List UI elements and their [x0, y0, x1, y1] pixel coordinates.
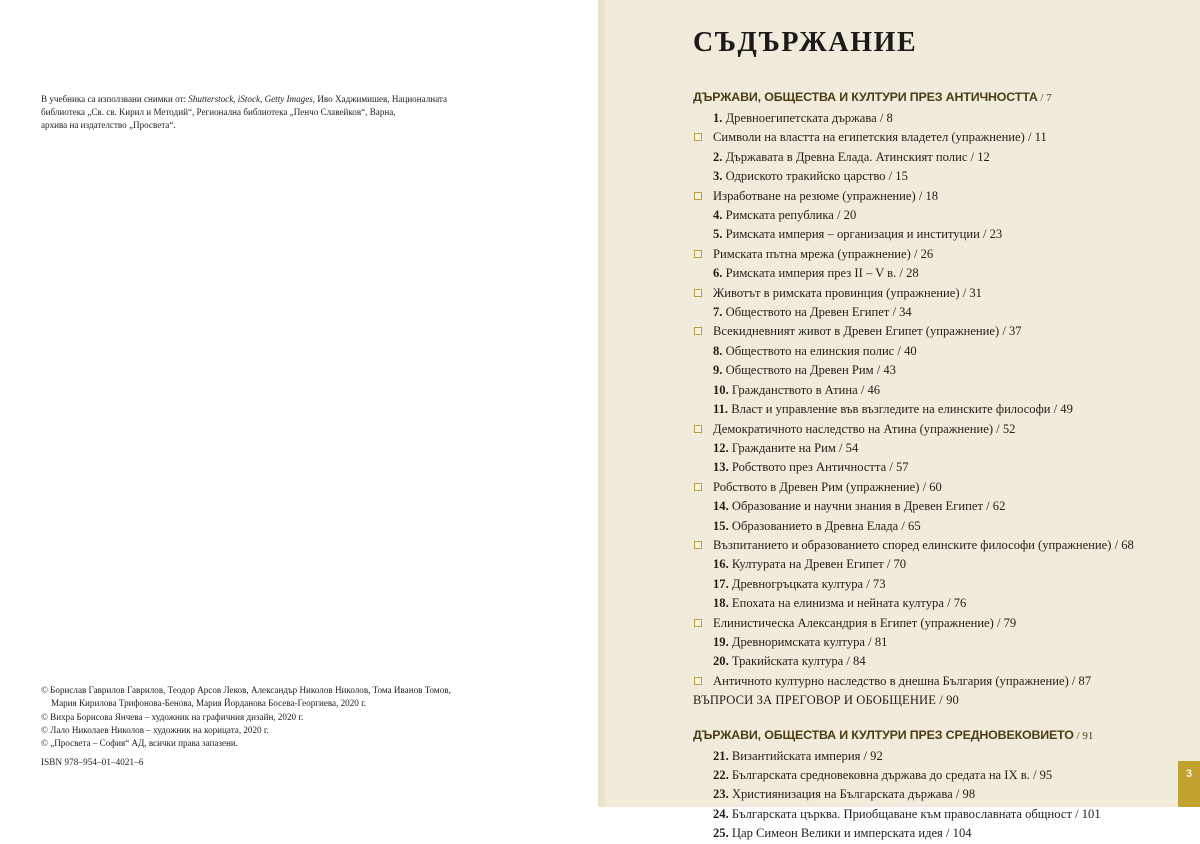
toc-entry-label: Държавата в Древна Елада. Атинският полис	[725, 149, 968, 164]
toc-entry-label: Българската църква. Приобщаване към православната общност	[731, 806, 1072, 821]
left-page	[0, 0, 598, 807]
toc-entry-label: Античното културно наследство в днешна България (упражнение)	[713, 673, 1069, 688]
toc-entry-page: / 49	[1050, 402, 1073, 417]
checkbox-icon	[694, 133, 702, 141]
toc-entry-number: 10.	[713, 382, 732, 397]
toc-entry-page: / 11	[1024, 130, 1047, 145]
toc-entry-number: 6.	[713, 266, 726, 281]
toc-entry-exercise[interactable]	[693, 478, 1182, 497]
toc-entry-number: 22.	[713, 768, 732, 782]
copyright-block	[41, 684, 511, 750]
toc-entry-label: Културата на Древен Египет	[731, 557, 884, 572]
toc-entry-lesson[interactable]	[693, 555, 1182, 574]
toc-entry-page: / 37	[999, 324, 1022, 339]
toc-entry-lesson[interactable]	[693, 633, 1182, 652]
toc-entry-page: / 54	[835, 440, 859, 455]
toc-entry-page: / 104	[942, 826, 972, 841]
toc-entry-lesson[interactable]	[693, 766, 1182, 785]
photo-credits-line-1	[41, 93, 511, 106]
toc-entry-number: 9.	[713, 363, 726, 378]
toc-entry-lesson[interactable]	[693, 109, 1182, 128]
toc-entry-lesson[interactable]	[693, 225, 1182, 244]
toc-entry-number: 17.	[713, 576, 732, 591]
toc-entry-page: / 12	[967, 149, 990, 164]
toc-entry-label: Обществото на Древен Египет	[725, 305, 890, 320]
toc-entry-number: 3.	[713, 169, 726, 184]
toc-entry-label: Обществото на елинския полис	[725, 343, 895, 358]
toc-section-heading-label: ДЪРЖАВИ, ОБЩЕСТВА И КУЛТУРИ ПРЕЗ АНТИЧНОСТТА	[693, 90, 1038, 104]
toc-entry-number: 20.	[713, 654, 732, 669]
copyright-designer-line: © Вихра Борисова Янчева – художник на графичния дизайн, 2020 г.	[41, 711, 304, 722]
checkbox-icon	[694, 425, 702, 433]
checkbox-icon	[694, 289, 702, 297]
toc-entry-number: 1.	[713, 111, 726, 125]
toc-entry-label: Робството в Древен Рим (упражнение)	[713, 479, 920, 494]
toc-entry-page: / 87	[1068, 673, 1092, 688]
toc-section-heading[interactable]	[693, 90, 1182, 104]
toc-entry-number: 25.	[713, 826, 732, 841]
photo-credits-line1-tail: , Иво Хаджимишев, Националната	[312, 94, 448, 104]
toc-entry-label: Древногръцката култура	[731, 576, 864, 591]
toc-entry-label: Римската империя през II – V в.	[725, 266, 897, 281]
toc-entry-page: / 46	[857, 382, 881, 397]
toc-entry-label: Възпитанието и образованието според елинските философи (упражнение)	[713, 537, 1112, 552]
toc-entry-lesson[interactable]	[693, 342, 1182, 361]
toc-entry-label: Животът в римската провинция (упражнение)	[713, 285, 960, 300]
copyright-authors-line: © Борислав Гаврилов Гаврилов, Теодор Арсов Леков, Александър Николов Николов, Тома Иванов Томов,	[41, 685, 451, 695]
toc-entry-page: / 81	[865, 634, 888, 649]
checkbox-icon	[694, 541, 702, 549]
toc-entry-exercise[interactable]	[693, 245, 1182, 264]
toc-entry-label: Обществото на Древен Рим	[725, 363, 874, 378]
toc-entry-number: 21.	[713, 748, 732, 763]
toc-entry-lesson[interactable]	[693, 206, 1182, 225]
toc-entry-number: 14.	[713, 499, 732, 514]
toc-entry-page: / 76	[943, 596, 967, 611]
toc-entry-number: 5.	[713, 227, 726, 242]
toc-entry-lesson[interactable]	[693, 805, 1182, 824]
toc-entry-lesson[interactable]	[693, 497, 1182, 516]
checkbox-icon	[694, 250, 702, 258]
toc-entry-page: / 20	[833, 208, 857, 223]
toc-entry-number: 24.	[713, 806, 732, 821]
toc-entry-label: Древноримската култура	[731, 634, 866, 649]
toc-entry-label: Символи на властта на египетския владетел (упражнение)	[713, 130, 1025, 145]
toc-entry-lesson[interactable]	[693, 747, 1182, 766]
toc-entry-lesson[interactable]	[693, 148, 1182, 167]
toc-entry-page: / 52	[993, 421, 1016, 436]
toc-entry-exercise[interactable]	[693, 536, 1182, 555]
toc-entry-label: Всекидневният живот в Древен Египет (упражнение)	[713, 324, 1000, 339]
toc-entry-page: / 65	[898, 518, 921, 533]
toc-entry-page: / 70	[883, 557, 907, 572]
toc-entry-lesson[interactable]	[693, 361, 1182, 380]
toc-entry-label: Власт и управление във възгледите на елинските философи	[731, 402, 1051, 417]
toc-entry-number: 23.	[713, 787, 732, 802]
page-number: 3	[1185, 768, 1193, 780]
toc-entry-page: / 18	[915, 188, 939, 203]
copyright-cover-artist-line: © Лало Николаев Николов – художник на корицата, 2020 г.	[41, 724, 269, 735]
toc-entry-number: 7.	[713, 305, 726, 320]
toc-entry-page: / 57	[886, 460, 909, 475]
toc-entry-label: ВЪПРОСИ ЗА ПРЕГОВОР И ОБОБЩЕНИЕ	[693, 693, 937, 708]
toc-entry-lesson[interactable]	[693, 381, 1182, 400]
toc-entry-exercise[interactable]	[693, 322, 1182, 341]
toc-entry-number: 2.	[713, 149, 726, 164]
checkbox-icon	[694, 619, 702, 627]
photo-credits-line-3: архива на издателство „Просвета“.	[41, 120, 176, 131]
toc-entry-page: / 84	[843, 654, 866, 669]
toc-entry-lesson[interactable]	[693, 785, 1182, 804]
copyright-authors-line-cont: Мария Кирилова Трифонова-Бенова, Мария Йорданова Босева-Георгиева, 2020 г.	[51, 698, 367, 709]
toc-entry-plain[interactable]	[693, 691, 1182, 710]
toc-entry-lesson[interactable]	[693, 167, 1182, 186]
toc-entry-label: Християнизация на Българската държава	[731, 787, 953, 802]
toc-entry-page: / 68	[1111, 537, 1134, 552]
toc-entry-label: Одриското тракийско царство	[725, 169, 886, 184]
toc-entry-lesson[interactable]	[693, 594, 1182, 613]
toc-entry-label: Образованието в Древна Елада	[731, 518, 899, 533]
toc-entry-exercise[interactable]	[693, 420, 1182, 439]
checkbox-icon	[694, 327, 702, 335]
toc-entry-lesson[interactable]	[693, 264, 1182, 283]
toc-entry-lesson[interactable]	[693, 439, 1182, 458]
photo-credits-block	[41, 93, 511, 133]
checkbox-icon	[694, 483, 702, 491]
isbn: ISBN 978–954–01–4021–6	[41, 757, 144, 767]
toc-entry-label: Образование и научни знания в Древен Египет	[731, 499, 983, 514]
toc-entry-number: 4.	[713, 208, 726, 223]
toc-entry-number: 11.	[713, 402, 732, 417]
photo-credits-line-2: библиотека „Св. св. Кирил и Методий“, Регионална библиотека „Пенчо Славейков“, Варна,	[41, 107, 396, 118]
toc-entry-page: / 79	[993, 615, 1017, 630]
toc-section-heading-page: / 91	[1073, 729, 1094, 742]
right-page	[605, 0, 1200, 841]
toc-entry-page: / 73	[863, 576, 886, 591]
toc-entry-page: / 8	[876, 111, 893, 125]
toc-entry-label: Цар Симеон Велики и имперската идея	[731, 826, 943, 841]
toc-entry-label: Демократичното наследство на Атина (упражнение)	[713, 421, 994, 436]
toc-entry-label: Робството през Античността	[731, 460, 887, 475]
toc-entry-page: / 43	[873, 363, 896, 378]
photo-credits-intro: В учебника са използвани снимки от:	[41, 94, 189, 104]
toc-entry-page: / 34	[889, 305, 912, 320]
toc-entry-label: Римската република	[725, 208, 834, 223]
toc-entry-label: Древноегипетската държава	[725, 111, 877, 125]
toc-entry-lesson[interactable]	[693, 400, 1182, 419]
toc-section-heading-page: / 7	[1037, 92, 1052, 104]
toc-entry-lesson[interactable]	[693, 575, 1182, 594]
toc-entry-exercise[interactable]	[693, 187, 1182, 206]
toc-entry-page: / 90	[936, 693, 959, 708]
toc-entry-number: 15.	[713, 518, 732, 533]
photo-credits-sources-italic: Shutterstock, iStock, Getty Images	[188, 94, 313, 104]
toc-entry-lesson[interactable]	[693, 824, 1182, 843]
page-title: СЪДЪРЖАНИЕ	[693, 27, 918, 58]
toc-section-heading-label: ДЪРЖАВИ, ОБЩЕСТВА И КУЛТУРИ ПРЕЗ СРЕДНОВЕКОВИЕТО	[693, 727, 1074, 742]
toc-entry-page: / 62	[982, 499, 1006, 514]
book-gutter	[598, 0, 605, 807]
page-number-tab	[1178, 761, 1200, 807]
toc-entry-exercise[interactable]	[693, 614, 1182, 633]
toc-entry-page: / 60	[919, 479, 942, 494]
toc-entry-page: / 101	[1071, 806, 1101, 821]
toc-entry-number: 19.	[713, 634, 732, 649]
toc-entry-page: / 92	[860, 748, 883, 763]
toc-entry-lesson[interactable]	[693, 458, 1182, 477]
toc-entry-page: / 31	[959, 285, 982, 300]
copyright-publisher-line: © „Просвета – София“ АД, всички права запазени.	[41, 738, 239, 749]
toc-entry-exercise[interactable]	[693, 672, 1182, 691]
table-of-contents	[693, 90, 1182, 844]
toc-entry-label: Гражданите на Рим	[731, 440, 836, 455]
toc-entry-number: 12.	[713, 440, 732, 455]
toc-entry-label: Епохата на елинизма и нейната култура	[731, 596, 944, 611]
toc-entry-number: 18.	[713, 596, 732, 611]
toc-entry-page: / 28	[896, 266, 919, 281]
toc-entry-label: Тракийската култура	[731, 654, 844, 669]
checkbox-icon	[694, 677, 702, 685]
toc-entry-page: / 23	[979, 227, 1003, 242]
toc-entry-lesson[interactable]	[693, 303, 1182, 322]
toc-entry-label: Елинистическа Александрия в Египет (упражнение)	[713, 615, 994, 630]
toc-entry-lesson[interactable]	[693, 652, 1182, 671]
toc-entry-number: 8.	[713, 343, 726, 358]
toc-entry-label: Римската пътна мрежа (упражнение)	[713, 246, 911, 261]
checkbox-icon	[694, 192, 702, 200]
toc-entry-page: / 98	[952, 787, 976, 802]
toc-entry-number: 13.	[713, 460, 732, 475]
toc-entry-label: Римската империя – организация и институции	[725, 227, 980, 242]
toc-entry-label: Българската средновековна държава до средата на IX в.	[731, 768, 1030, 782]
toc-entry-page: / 95	[1029, 768, 1053, 782]
toc-entry-label: Гражданството в Атина	[731, 382, 858, 397]
toc-entry-page: / 15	[885, 169, 908, 184]
toc-entry-number: 16.	[713, 557, 732, 572]
toc-entry-page: / 26	[910, 246, 934, 261]
toc-entry-page: / 40	[894, 343, 917, 358]
section-spacer	[693, 711, 1182, 728]
toc-entry-label: Изработване на резюме (упражнение)	[713, 188, 916, 203]
toc-entry-exercise[interactable]	[693, 128, 1182, 147]
toc-entry-lesson[interactable]	[693, 517, 1182, 536]
toc-entry-exercise[interactable]	[693, 284, 1182, 303]
toc-section-heading[interactable]	[693, 728, 1182, 742]
toc-entry-label: Византийската империя	[731, 748, 861, 763]
